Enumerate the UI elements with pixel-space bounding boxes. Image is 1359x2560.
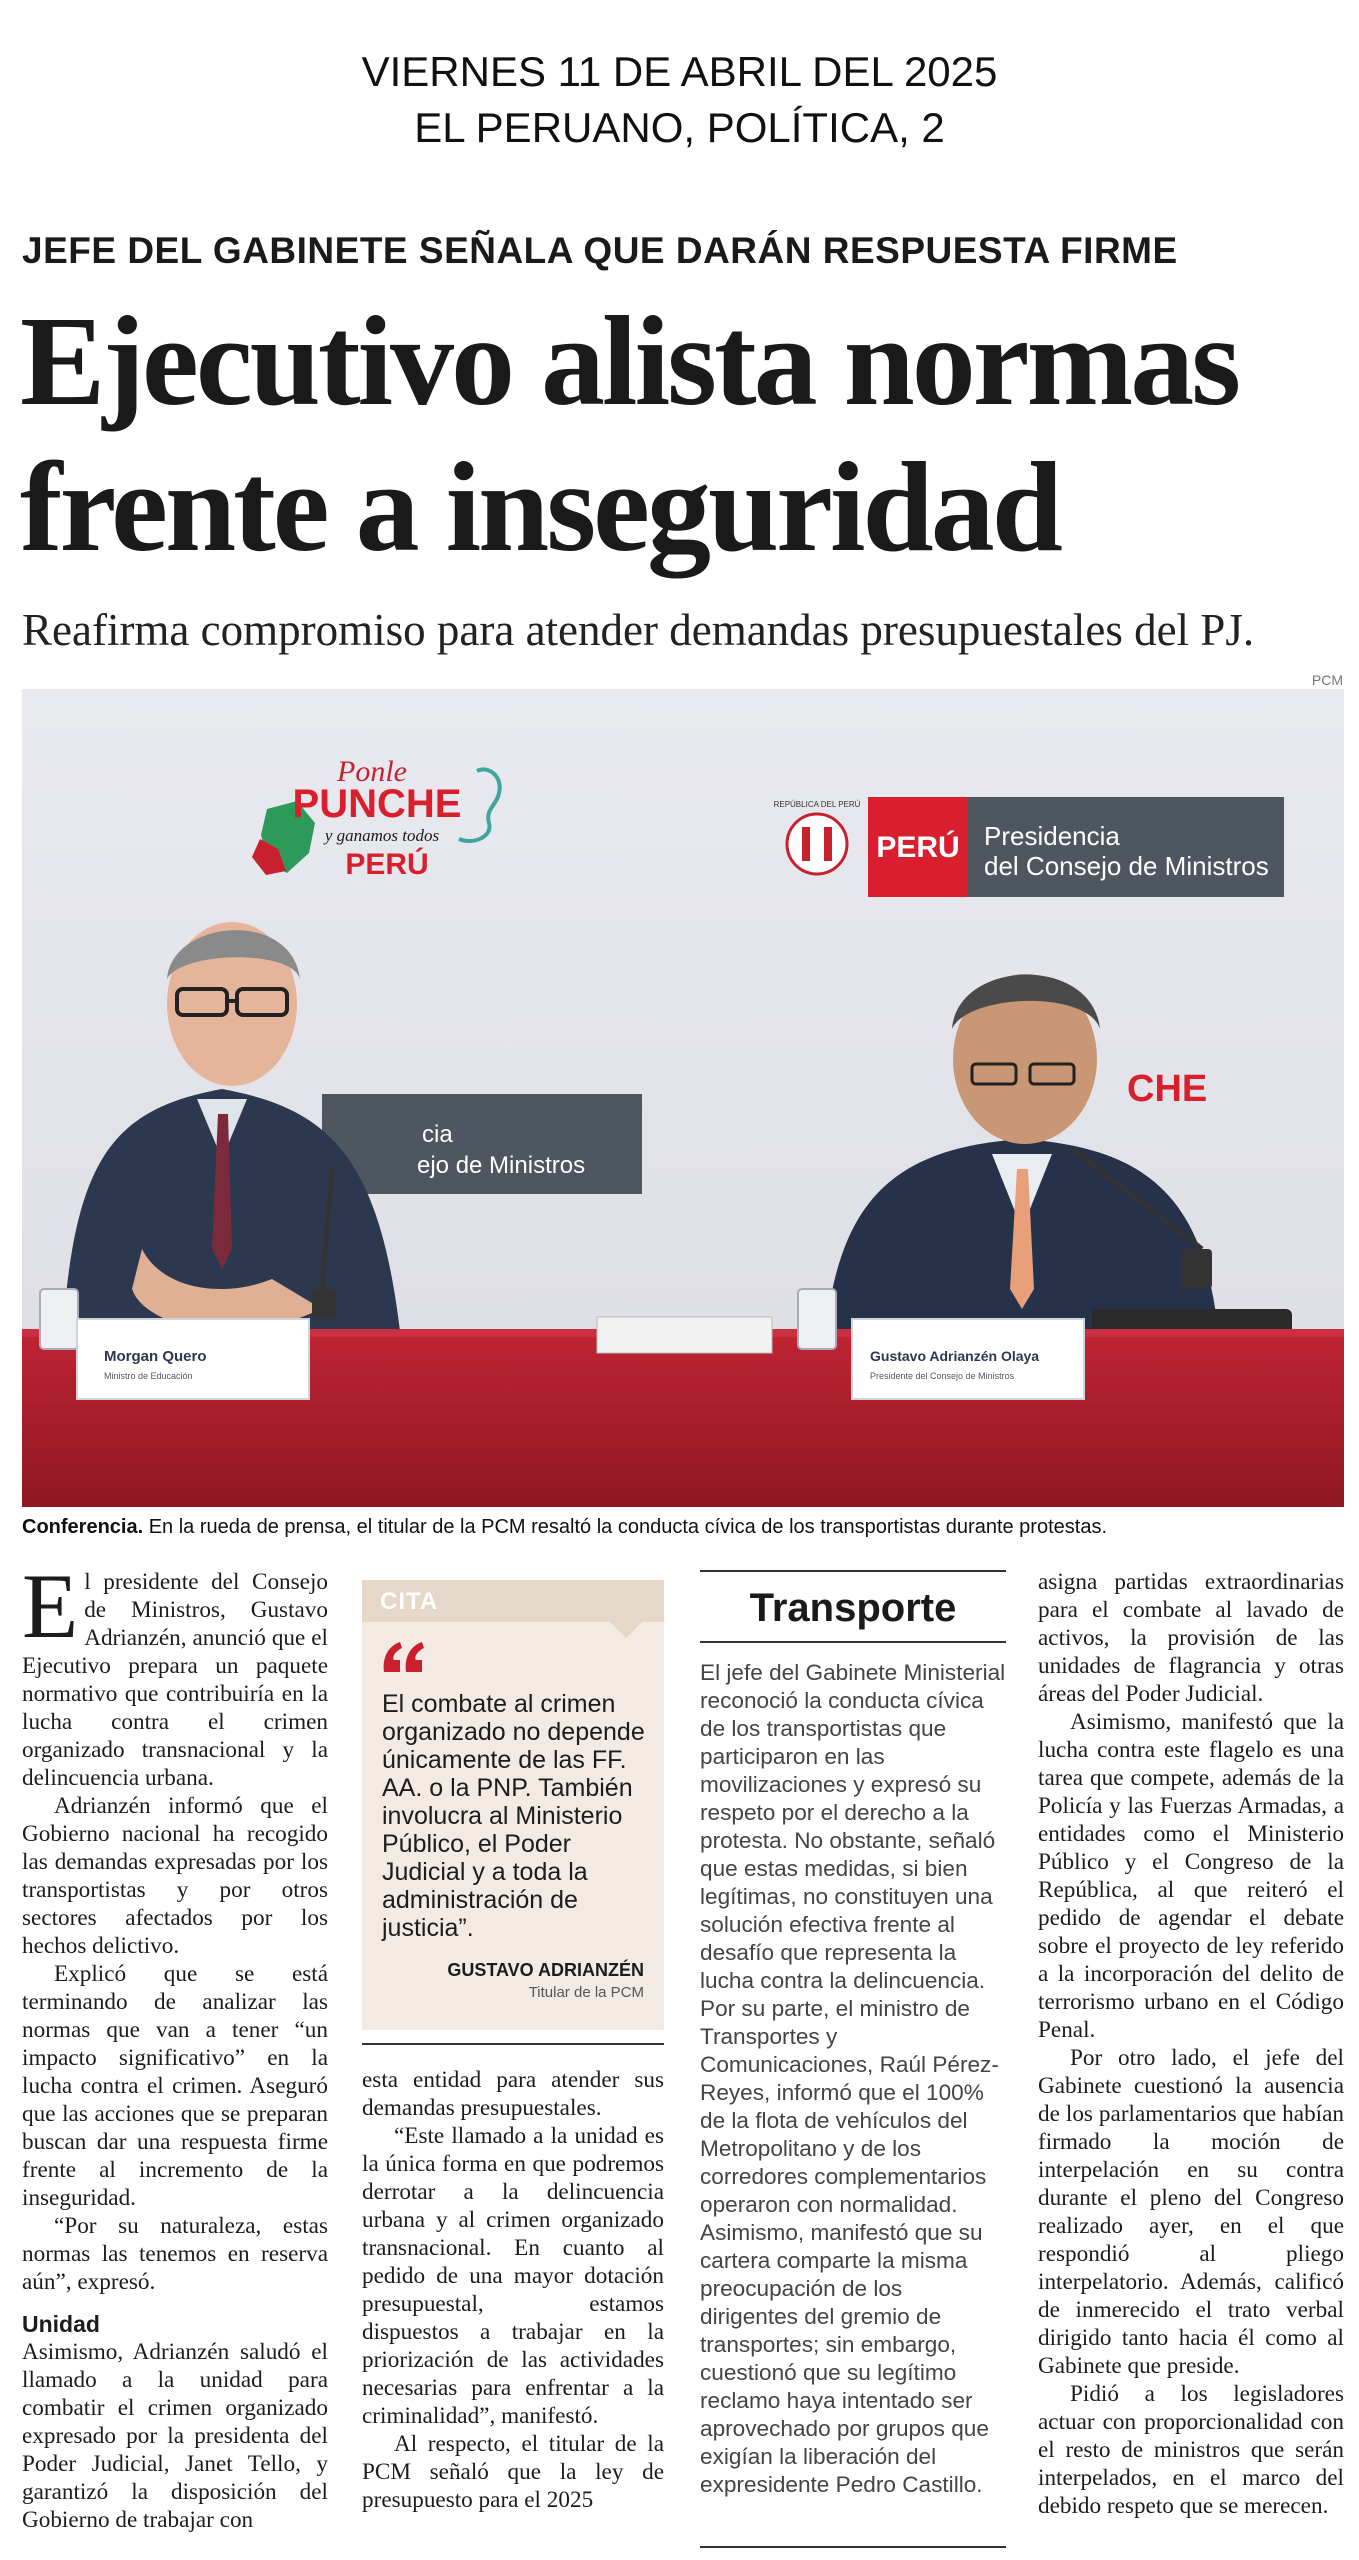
nameplate-left-name: Morgan Quero — [104, 1348, 207, 1365]
logo-punche-text: PUNCHE — [292, 782, 462, 826]
quote-tab-label: CITA — [380, 1588, 439, 1615]
paragraph: Al respecto, el titular de la PCM señaló que la ley de presupuesto para el 2025 — [362, 2431, 664, 2513]
paragraph: Explicó que se está terminando de analizar las normas que van a tener “un impacto significativo” en la lucha contra el crimen. Aseguró que las acciones que se preparan buscan dar una respuesta firme frente al incremento de la inseguridad. — [22, 1961, 328, 2211]
paragraph: Asimismo, Adrianzén saludó el llamado a la unidad para combatir el crimen organizado expresado por la presidenta del Poder Judicial, Janet Tello, y garantizó la disposición del Gobierno de trabajar con — [22, 2339, 328, 2533]
sidebar-text: El jefe del Gabinete Ministerial reconoció la conducta cívica de los transportistas que participaron en las movilizaciones y expresó su respeto por el derecho a la protesta. No obstante, señaló que estas medidas, si bien legítimas, no constituyen una solución efectiva frente al desafío que representa la lucha contra la delincuencia. Por su parte, el ministro de Transportes y Comunicaciones, Raúl Pérez-Reyes, informó que el 100% de la flota de vehículos del Metropolitano y de los corredores complementarios operaron con normalidad. Asimismo, manifestó que su cartera comparte la misma preocupación de los dirigentes del gremio de transportes; sin embargo, cuestionó que su legítimo reclamo haya intentado ser aprovechado por grupos que exigían la liberación del expresidente Pedro Castillo. — [700, 1660, 1006, 2497]
back-banner-punche: CHE — [1127, 1068, 1208, 1110]
deck: Reafirma compromiso para atender demandas presupuestales del PJ. — [22, 605, 1255, 655]
photo-credit: PCM — [1311, 672, 1343, 688]
paragraph: “Este llamado a la unidad es la única forma en que podremos derrotar a la delincuencia urbana y al crimen organizado transnacional. En cuanto al pedido de una mayor dotación presupuestal, estamos dispuestos a trabajar en la priorización de las actividades necesarias para enfrentar a la criminalidad”, manifestó. — [362, 2123, 664, 2429]
quote-notch — [610, 1622, 642, 1638]
quote-tab — [362, 1580, 664, 1622]
photo-illustration — [22, 689, 1344, 1507]
nameplate-right-title: Presidente del Consejo de Ministros — [870, 1371, 1015, 1381]
back-banner-line-1: cia — [422, 1121, 453, 1148]
pcm-line-1: Presidencia — [984, 821, 1120, 851]
back-banner-line-2: ejo de Ministros — [417, 1152, 586, 1179]
sidebar-title: Transporte — [749, 1586, 957, 1630]
pcm-line-2: del Consejo de Ministros — [984, 851, 1269, 881]
photo-caption — [22, 1516, 1107, 1539]
headline — [20, 288, 1350, 580]
paragraph: esta entidad para atender sus demandas presupuestales. — [362, 2067, 664, 2121]
kicker: JEFE DEL GABINETE SEÑALA QUE DARÁN RESPUESTA FIRME — [22, 230, 1178, 271]
logo-peru-text: PERÚ — [345, 848, 429, 881]
pcm-seal-text: REPÚBLICA DEL PERÚ — [773, 800, 861, 809]
quote-box — [362, 1580, 664, 2030]
pcm-peru-text: PERÚ — [876, 831, 960, 864]
quote-divider — [362, 2043, 664, 2045]
article-column-1 — [22, 1555, 328, 2534]
nameplate-right — [852, 1319, 1084, 1399]
paragraph-text: l presidente del Consejo de Ministros, Gustavo Adrianzén, anunció que el Ejecutivo prepara un paquete normativo que contribuiría en la lucha contra el crimen organizado transnacional y la delincuencia urbana. — [22, 1569, 328, 1791]
press-conference-photo — [22, 689, 1344, 1507]
caption-lead: Conferencia. — [22, 1516, 144, 1538]
quote-role: Titular de la PCM — [528, 1984, 644, 2001]
quote-text: El combate al crimen organizado no depende únicamente de las FF. AA. o la PNP. También involucra al Ministerio Público, el Poder Judicial y a toda la administración de justicia”. — [382, 1690, 645, 1942]
article-column-2 — [362, 2066, 664, 2514]
nameplate-left — [77, 1319, 309, 1399]
transport-sidebar — [700, 1570, 1006, 2499]
nameplate-right-name: Gustavo Adrianzén Olaya — [870, 1348, 1040, 1364]
dateline-section: EL PERUANO, POLÍTICA, 2 — [414, 104, 945, 151]
nameplate-left-title: Ministro de Educación — [104, 1371, 193, 1381]
dropcap: E — [22, 1555, 79, 1657]
paragraph — [22, 1555, 328, 1792]
quote-author: GUSTAVO ADRIANZÉN — [447, 1960, 644, 1980]
headline-line-1: Ejecutivo alista normas — [20, 290, 1238, 432]
subhead-unidad: Unidad — [22, 2311, 100, 2337]
quote-mark-icon — [380, 1638, 428, 1674]
paragraph: Adrianzén informó que el Gobierno nacional ha recogido las demandas expresadas por los transportistas y por otros sectores afectados por los hechos delictivo. — [22, 1793, 328, 1959]
logo-ponle-text: Ponle — [337, 755, 407, 788]
sidebar-bottom-rule — [700, 2546, 1006, 2548]
paragraph: Asimismo, manifestó que la lucha contra este flagelo es una tarea que compete, además de la Policía y las Fuerzas Armadas, a entidades como el Ministerio Público y el Congreso de la República, al que reiteró el pedido de agendar el debate sobre el proyecto de ley referido a la incorporación del delito de terrorismo urbano en el Código Penal. — [1038, 1709, 1344, 2043]
headline-line-2: frente a inseguridad — [20, 436, 1060, 578]
caption-text: En la rueda de prensa, el titular de la PCM resaltó la conducta cívica de los transportistas durante protestas. — [143, 1516, 1108, 1538]
dateline-date: VIERNES 11 DE ABRIL DEL 2025 — [361, 48, 998, 95]
article-column-4 — [1038, 1568, 1344, 2520]
paragraph: asigna partidas extraordinarias para el combate al lavado de activos, la provisión de las unidades de flagrancia y otras áreas del Poder Judicial. — [1038, 1569, 1344, 1707]
paragraph: “Por su naturaleza, estas normas las tenemos en reserva aún”, expresó. — [22, 2213, 328, 2295]
logo-ganamos-text: y ganamos todos — [324, 826, 440, 845]
paragraph: Por otro lado, el jefe del Gabinete cuestionó la ausencia de los parlamentarios que habían firmado la moción de interpelación en su contra durante el pleno del Congreso realizado ayer, en el que respondió al pliego interpelatorio. Además, calificó de inmerecido el trato verbal dirigido tanto hacia él como al Gabinete que preside. — [1038, 2045, 1344, 2379]
paragraph: Pidió a los legisladores actuar con proporcionalidad con el resto de ministros que serán interpelados, en el marco del debido respeto que se merecen. — [1038, 2381, 1344, 2519]
dateline — [0, 44, 1359, 156]
